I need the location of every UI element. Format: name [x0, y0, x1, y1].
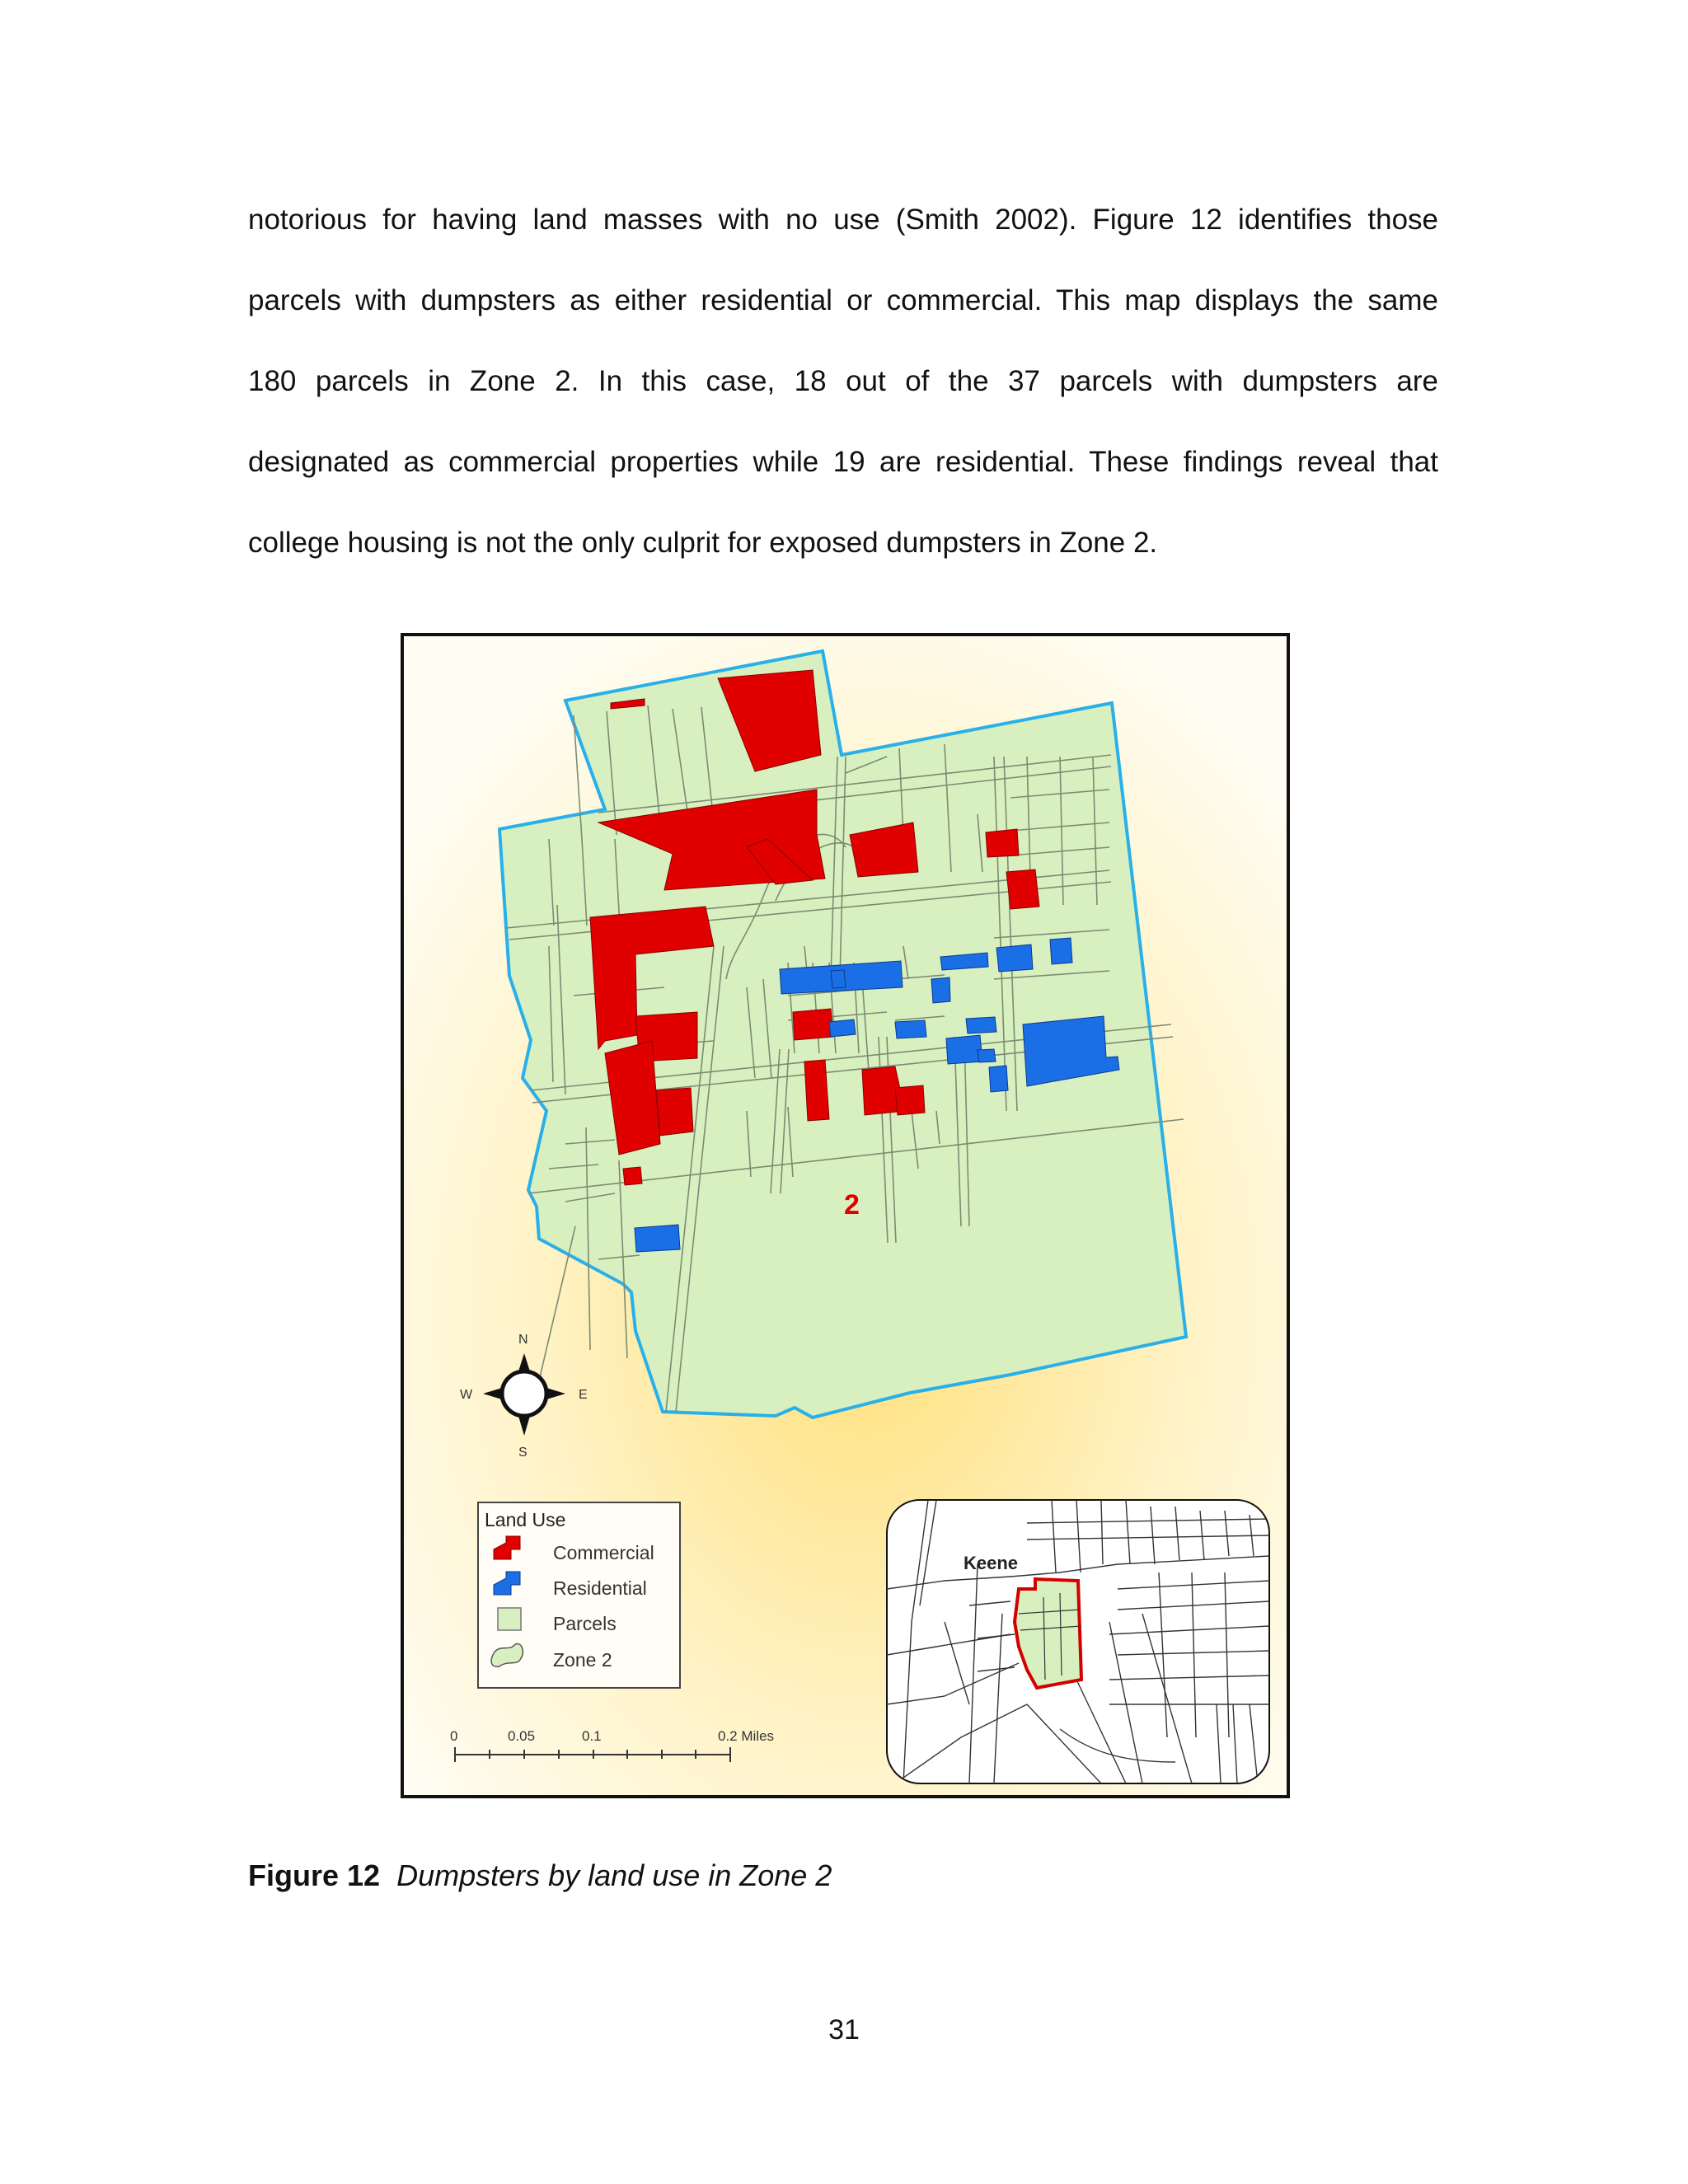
legend-label-commercial: Commercial	[553, 1542, 654, 1563]
body-paragraph	[248, 180, 1438, 583]
map-figure	[401, 633, 1290, 1798]
scale-label-01: 0.1	[582, 1728, 602, 1744]
map-svg	[401, 633, 1290, 1798]
body-line: parcels with dumpsters as either residential or commercial. This map displays the same	[248, 284, 1438, 316]
map-legend	[478, 1502, 680, 1688]
body-line: designated as commercial properties while 19 are residential. These findings reveal that	[248, 446, 1438, 478]
body-line: college housing is not the only culprit for exposed dumpsters in Zone 2.	[248, 527, 1158, 559]
inset-label-keene: Keene	[964, 1553, 1019, 1573]
figure-title: Dumpsters by land use in Zone 2	[396, 1858, 832, 1892]
page-number: 31	[828, 2014, 860, 2046]
legend-label-residential: Residential	[553, 1577, 647, 1599]
compass-w: W	[460, 1388, 473, 1402]
compass-s: S	[518, 1446, 528, 1460]
scale-label-0: 0	[450, 1728, 458, 1744]
legend-label-parcels: Parcels	[553, 1613, 617, 1634]
inset-map	[887, 1500, 1269, 1783]
body-line: 180 parcels in Zone 2. In this case, 18 out of the 37 parcels with dumpsters are	[248, 365, 1438, 397]
scale-label-005: 0.05	[508, 1728, 536, 1744]
figure-caption	[248, 1858, 832, 1893]
compass-n: N	[518, 1333, 528, 1347]
legend-title: Land Use	[485, 1509, 566, 1530]
compass-e: E	[579, 1388, 588, 1402]
body-line: notorious for having land masses with no use (Smith 2002). Figure 12 identifies those	[248, 204, 1438, 236]
parcels-swatch	[498, 1608, 521, 1630]
legend-label-zone-2: Zone 2	[553, 1649, 612, 1671]
scale-label-02: 0.2 Miles	[718, 1728, 775, 1744]
figure-number: Figure 12	[248, 1858, 381, 1892]
zone-label: 2	[844, 1189, 860, 1221]
